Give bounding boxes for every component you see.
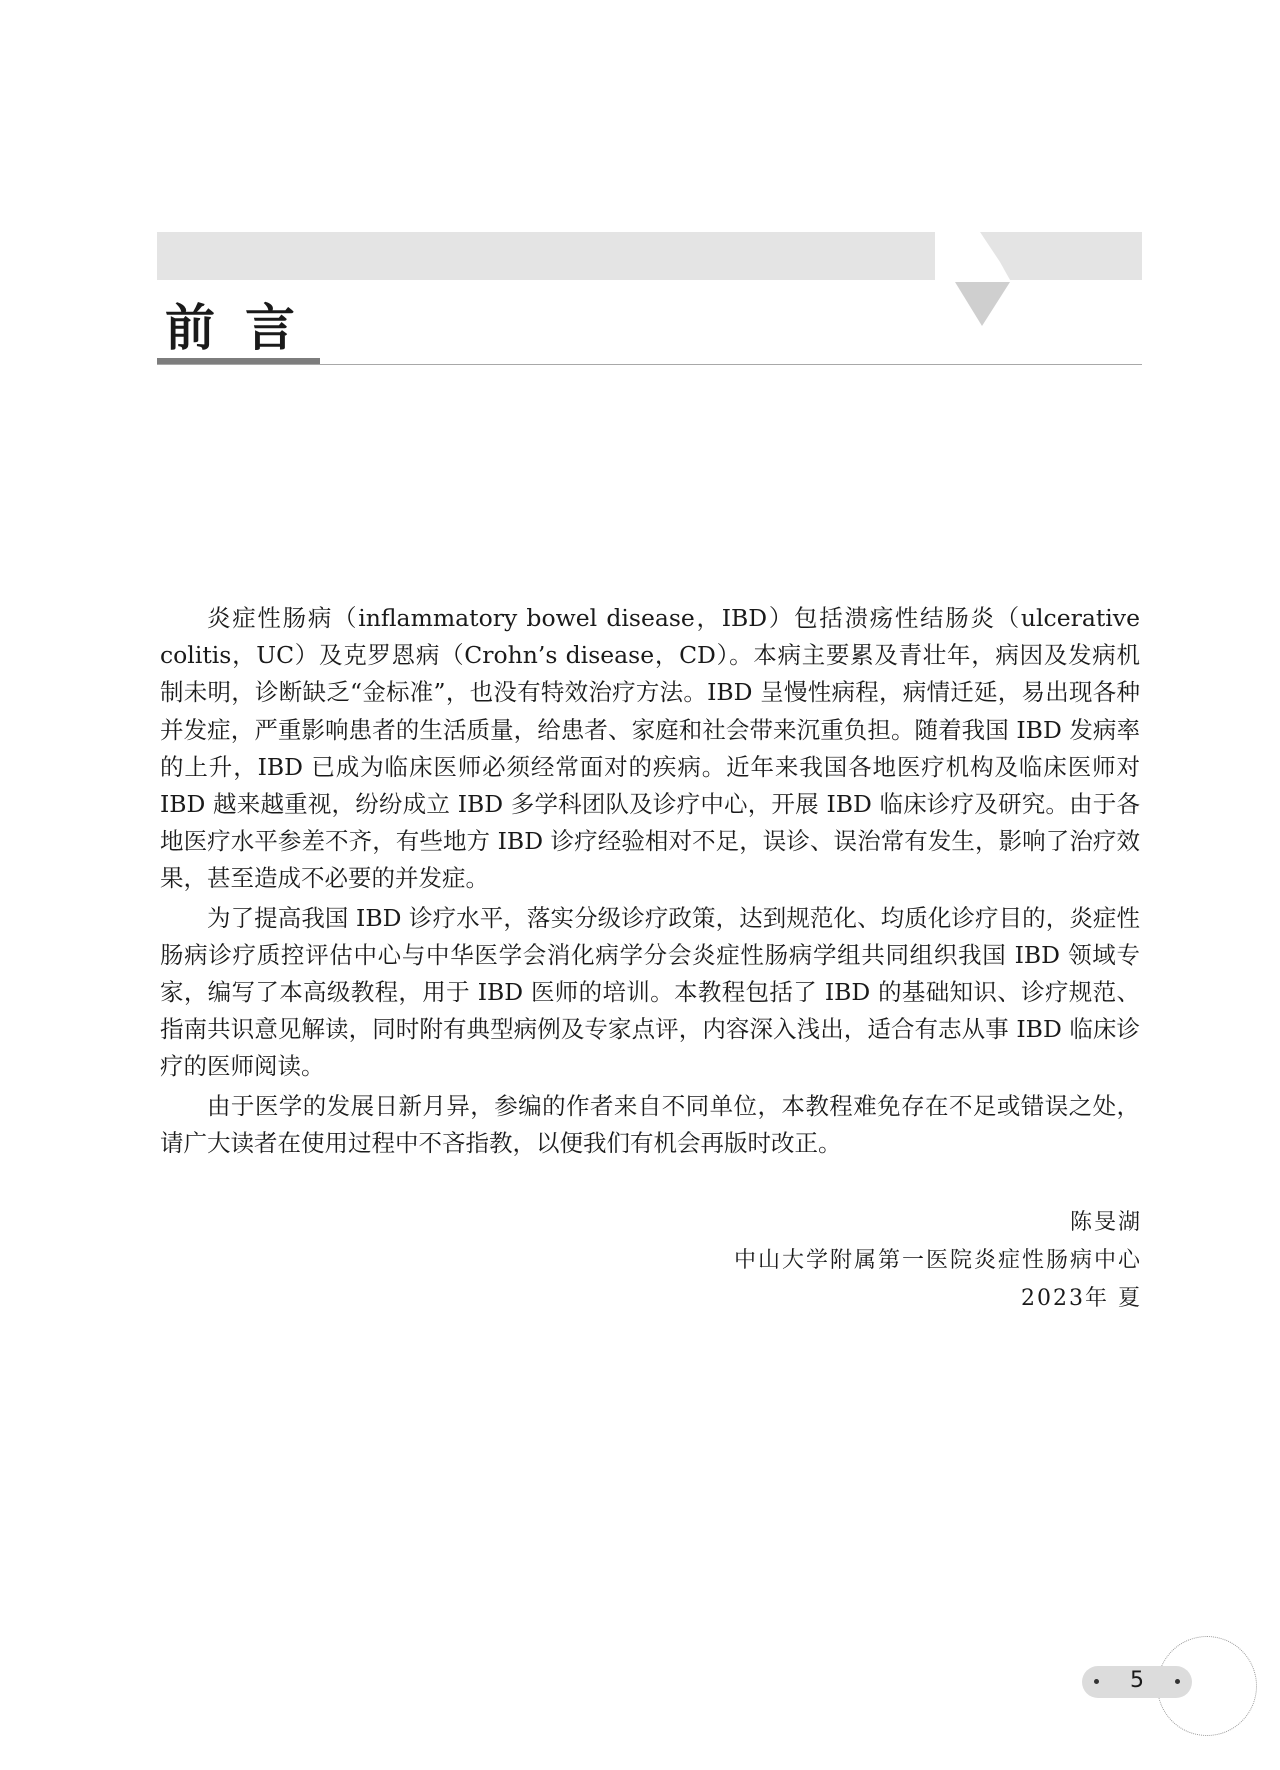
paragraph: 为了提高我国 IBD 诊疗水平，落实分级诊疗政策，达到规范化、均质化诊疗目的，炎症性肠病诊疗质控评估中心与中华医学会消化病学分会炎症性肠病学组共同组织我国 IBD 领域专家，编写了本高级教程，用于 IBD 医师的培训。本教程包括了 IBD 的基础知识、诊疗规范、指南共识意见解读，同时附有典型病例及专家点评，内容深入浅出，适合有志从事 IBD 临床诊疗的医师阅读。 <box>160 903 1140 1081</box>
title-divider <box>157 364 1142 365</box>
paragraph: 炎症性肠病（inflammatory bowel disease，IBD）包括溃疡性结肠炎（ulcerative colitis，UC）及克罗恩病（Crohn’s disease，CD）。本病主要累及青壮年，病因及发病机制未明，诊断缺乏“金标准”，也没有特效治疗方法。IBD 呈慢性病程，病情迁延，易出现各种并发症，严重影响患者的生活质量，给患者、家庭和社会带来沉重负担。随着我国 IBD 发病率的上升，IBD 已成为临床医师必须经常面对的疾病。近年来我国各地医疗机构及临床医师对 IBD 越来越重视，纷纷成立 IBD 多学科团队及诊疗中心，开展 IBD 临床诊疗及研究。由于各地医疗水平参差不齐，有些地方 IBD 诊疗经验相对不足，误诊、误治常有发生，影响了治疗效果，甚至造成不必要的并发症。 <box>160 604 1140 893</box>
page-pill <box>1082 1666 1192 1698</box>
author-name: 陈旻湖 <box>1069 1210 1142 1235</box>
signature-date: 2023年 夏 <box>1021 1286 1142 1311</box>
page-number: 5 <box>1130 1668 1144 1693</box>
signature-block <box>734 1204 1142 1318</box>
page-number-badge <box>1082 1636 1232 1746</box>
preface-body <box>160 600 1140 1164</box>
dot-icon <box>1175 1679 1180 1684</box>
page-title: 前言 <box>165 299 325 357</box>
author-institution: 中山大学附属第一医院炎症性肠病中心 <box>733 1248 1142 1273</box>
paragraph: 由于医学的发展日新月异，参编的作者来自不同单位，本教程难免存在不足或错误之处，请广大读者在使用过程中不吝指教，以便我们有机会再版时改正。 <box>160 1091 1140 1157</box>
